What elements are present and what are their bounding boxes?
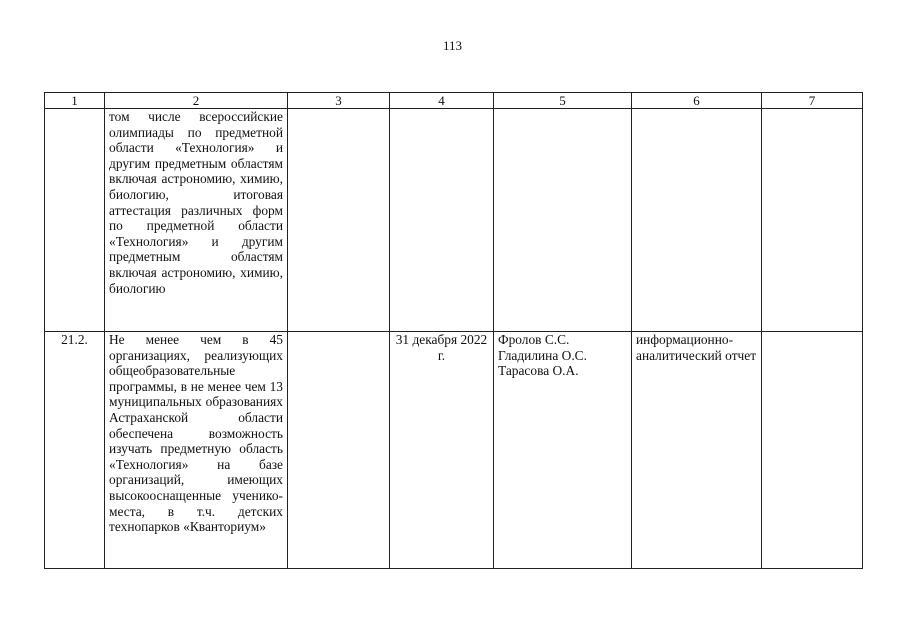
column-header: 4 <box>390 93 494 109</box>
row-responsible <box>494 109 632 332</box>
row-number <box>45 109 105 332</box>
table-header-row <box>45 93 863 109</box>
row-col7 <box>762 109 863 332</box>
column-header: 1 <box>45 93 105 109</box>
row-col7 <box>762 332 863 569</box>
row-responsible <box>494 332 632 569</box>
column-header: 6 <box>632 93 762 109</box>
row-col3 <box>288 109 390 332</box>
column-header: 7 <box>762 93 863 109</box>
row-deadline: 31 декабря 2022 г. <box>390 332 494 569</box>
responsible-person: Фролов С.С. <box>498 332 570 347</box>
plan-table <box>44 92 863 569</box>
column-header: 2 <box>105 93 288 109</box>
responsible-person: Гладилина О.С. <box>498 347 587 363</box>
row-result <box>632 109 762 332</box>
table-row <box>45 109 863 332</box>
row-result: информационно-аналитический отчет <box>632 332 762 569</box>
row-number: 21.2. <box>45 332 105 569</box>
responsible-person: Тарасова О.А. <box>498 363 579 379</box>
column-header: 5 <box>494 93 632 109</box>
table-row <box>45 332 863 569</box>
row-col3 <box>288 332 390 569</box>
row-description: Не менее чем в 45 организациях, реализующих общеобразовательные программы, в не менее чем 13 муниципальных образованиях Астраханской области обеспечена возможность изучать предметную область «Технология» на базе организаций, имеющих высокооснащенные ученико-места, в т.ч. детских технопарков «Кванториум» <box>105 332 288 569</box>
row-description: том числе всероссийские олимпиады по предметной области «Технология» и другим предметным областям включая астрономию, химию, биологию, итоговая аттестация различных форм по предметной области «Технология» и другим предметным областям включая астрономию, химию, биологию <box>105 109 288 332</box>
column-header: 3 <box>288 93 390 109</box>
row-deadline <box>390 109 494 332</box>
page-number: 113 <box>442 38 463 53</box>
